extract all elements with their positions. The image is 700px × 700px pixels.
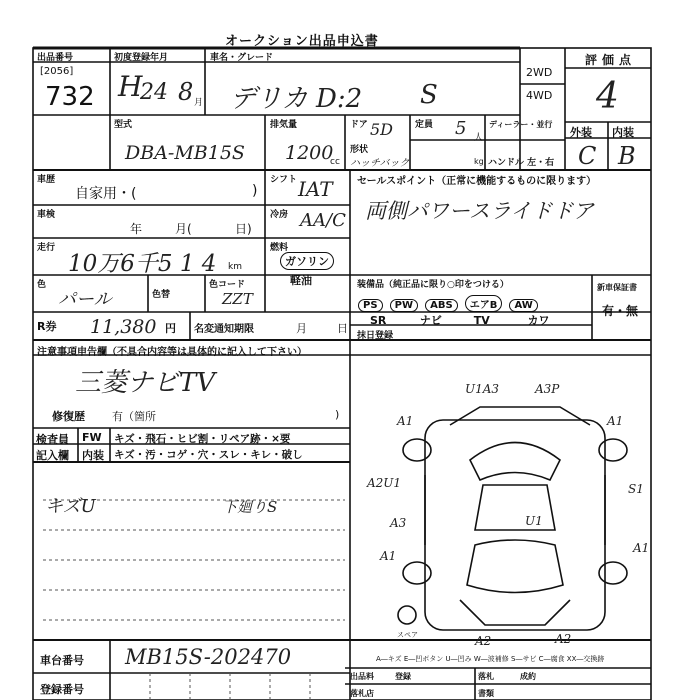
ac-label: 冷房	[270, 210, 289, 220]
shift-label: シフト	[270, 175, 298, 185]
bottom-label-f: 書類	[478, 689, 494, 698]
shape-label: 形状	[350, 145, 369, 155]
diag-a2u1: A2U1	[367, 476, 402, 490]
equip-navi: ナビ	[419, 314, 442, 327]
equipment-row-1	[358, 293, 540, 312]
door-value: 5D	[370, 120, 394, 139]
diag-u1a3: U1A3	[465, 382, 500, 396]
usage-close: )	[252, 183, 258, 199]
wheel-rear-right	[599, 562, 627, 584]
recycle-unit: 円	[165, 322, 176, 335]
car-name-value: デリカ D:2	[230, 84, 363, 114]
color-change-label: 色替	[152, 290, 171, 300]
inspection-year-unit: 年	[130, 222, 143, 236]
legend1-b: キズ・飛石・ヒビ割・リペア跡・×要	[114, 433, 291, 445]
lot-label: 出品番号	[37, 53, 74, 63]
model-value: DBA-MB15S	[125, 142, 245, 164]
equip-tv: TV	[473, 314, 490, 327]
sales-point-label: セールスポイント（正常に機能するものに限ります）	[357, 176, 597, 187]
first-reg-month-unit: 月	[194, 98, 204, 108]
diag-u1-center: U1	[525, 514, 543, 528]
equip-airbag: エアB	[465, 295, 503, 312]
ac-value: AA/C	[300, 210, 346, 231]
recycle-label: R券	[37, 320, 57, 333]
wheel-front-left	[403, 439, 431, 461]
repair-close: )	[335, 408, 340, 421]
equip-leather: カワ	[527, 314, 550, 327]
name-change-label: 名変通知期限	[194, 324, 254, 335]
dealer-label: ディーラー・並行	[489, 120, 553, 129]
displacement-label: 排気量	[270, 120, 298, 130]
diag-a1-tl: A1	[397, 414, 414, 428]
wheel-front-right	[599, 439, 627, 461]
repair-value: 有（箇所	[112, 410, 156, 423]
seats-value: 5	[455, 118, 467, 139]
displacement-unit: cc	[330, 157, 340, 167]
drive-2wd: 2WD	[526, 66, 553, 79]
car-name-label: 車名・グレード	[210, 53, 274, 63]
bottom-label-d: 成約	[520, 672, 536, 681]
bottom-label-e: 落札店	[350, 689, 374, 698]
diag-spare-label: スペア	[397, 631, 418, 639]
legend2-b: キズ・汚・コゲ・穴・スレ・キレ・破し	[114, 449, 303, 461]
diag-a2-br: A2	[555, 632, 572, 646]
usage-label: 車歴	[37, 175, 56, 185]
rating-ext-value: C	[578, 142, 597, 170]
diag-a1-left: A1	[380, 549, 397, 563]
form-title: オークション出品申込書	[225, 34, 379, 49]
equipment-row-2	[370, 312, 550, 328]
car-damage-diagram	[367, 382, 650, 650]
rating-ext-label: 外装	[570, 126, 592, 139]
spare-tire	[398, 606, 416, 624]
legend1-a: FW	[82, 431, 102, 444]
inspector-note-right: 下廻りS	[222, 498, 278, 516]
fuel-value: ガソリン	[280, 252, 334, 270]
car-grade-value: S	[420, 80, 438, 110]
equip-aw: AW	[509, 299, 537, 312]
legend2-a: 内装	[82, 449, 104, 462]
car-hood	[450, 407, 590, 425]
name-change-day: 日	[337, 322, 348, 335]
diag-a1-tr: A1	[607, 414, 624, 428]
chassis-label: 車台番号	[40, 654, 84, 667]
equipment-label: 装備品（純正品に限り○印をつける）	[357, 280, 509, 290]
diag-a3: A3P	[535, 382, 560, 396]
door-label: ドア	[350, 120, 368, 130]
handle-unit: kg	[474, 157, 484, 166]
shape-value: ハッチバック	[350, 158, 410, 169]
diag-a2-bl: A2	[475, 634, 492, 648]
notes-text: 三菱ナビTV	[75, 368, 216, 398]
car-rear-window	[467, 540, 563, 593]
fuel-alt: 軽油	[290, 274, 312, 287]
equip-sr: SR	[370, 314, 387, 327]
wheel-rear-left	[403, 562, 431, 584]
bottom-label-c: 落札	[478, 672, 494, 681]
new-display-label: 新車保証書	[597, 283, 637, 292]
equip-abs: ABS	[425, 299, 458, 312]
color-label: 色	[37, 280, 47, 290]
diag-a3-left: A3	[390, 516, 407, 530]
car-tailgate	[460, 600, 570, 625]
new-display-value: 有・無	[602, 304, 639, 318]
chassis-value: MB15S-202470	[125, 645, 292, 669]
diag-s1: S1	[628, 482, 644, 496]
color-value: パール	[58, 289, 112, 310]
mileage-unit: km	[228, 262, 242, 272]
car-body-outline	[425, 420, 605, 630]
rating-int-value: B	[618, 142, 636, 170]
color-code-value: ZZT	[222, 290, 253, 308]
inspection-month-unit: 月(	[175, 222, 192, 236]
usage-value: 自家用・(	[75, 186, 137, 202]
rating-label: 評価点	[585, 53, 637, 67]
recycle-value: 11,380	[90, 316, 157, 338]
handle-label: ハンドル 左・右	[488, 158, 555, 168]
rating-score: 4	[596, 76, 619, 117]
seats-label: 定員	[415, 120, 434, 130]
bottom-label-a: 出品料	[350, 672, 374, 681]
color-code-label: 色コード	[209, 280, 246, 290]
plate-label: 登録番号	[40, 683, 84, 696]
sales-point-text: 両側パワースライドドア	[365, 199, 594, 223]
name-change-month: 月	[296, 322, 307, 335]
diagram-legend: A―キズ E―凹ボタン U―凹み W―波補修 S―サビ C―腐食 XX―交換跡	[376, 655, 605, 663]
inspection-day-unit: 日)	[235, 222, 252, 236]
repair-label: 修復歴	[52, 410, 85, 423]
equip-ps: PS	[358, 299, 383, 312]
model-label: 型式	[114, 120, 133, 130]
diag-a1-right: A1	[633, 541, 650, 555]
shift-value: IAT	[298, 177, 333, 201]
inspector-note-left: キズU	[45, 496, 96, 517]
car-windshield	[470, 443, 560, 481]
first-reg-era: H	[118, 70, 143, 103]
legend1-label: 検査員	[36, 433, 69, 446]
lastday-label: 抹日登録	[357, 331, 394, 341]
fuel-label: 燃料	[270, 243, 289, 253]
rating-int-label: 内装	[612, 126, 634, 139]
lot-code: [2056]	[40, 66, 74, 77]
mileage-value: 10万6千5 1 4	[68, 251, 217, 277]
first-reg-label: 初度登録年月	[114, 53, 169, 63]
first-reg-year: 24	[140, 80, 168, 105]
legend2-label: 記入欄	[36, 449, 69, 462]
mileage-label: 走行	[37, 243, 56, 253]
lot-number: 732	[45, 82, 95, 112]
drive-4wd: 4WD	[526, 89, 553, 102]
car-roof	[475, 485, 555, 530]
first-reg-month: 8	[178, 78, 194, 106]
notes-label: 注意事項申告欄（不具合内容等は具体的に記入して下さい）	[37, 347, 307, 358]
equip-pw: PW	[390, 299, 418, 312]
seats-unit: 人	[474, 133, 484, 143]
bottom-label-b: 登録	[395, 672, 411, 681]
displacement-value: 1200	[285, 142, 334, 164]
inspection-label: 車検	[37, 210, 56, 220]
